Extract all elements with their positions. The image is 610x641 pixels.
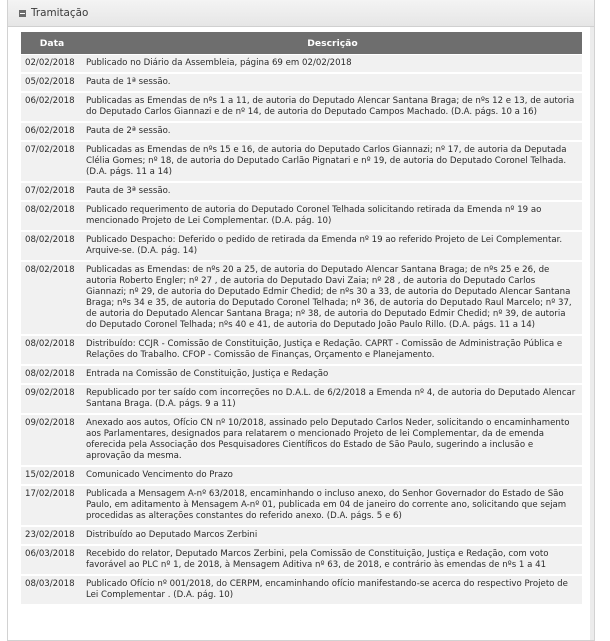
row-description: Comunicado Vencimento do Prazo xyxy=(83,467,582,485)
panel-title: Tramitação xyxy=(31,7,89,19)
table-row xyxy=(21,55,582,73)
row-description: Publicado Ofício nº 001/2018, do CERPM, encaminhando ofício manifestando-se acerca do respectivo Projeto de Lei Complementar . (D.A. pág. 10) xyxy=(83,576,582,605)
collapse-icon[interactable] xyxy=(19,10,26,17)
row-date: 15/02/2018 xyxy=(21,467,83,485)
table-row xyxy=(21,546,582,575)
row-description: Entrada na Comissão de Constituição, Justiça e Redação xyxy=(83,366,582,384)
row-description: Anexado aos autos, Ofício CN nº 10/2018, assinado pelo Deputado Carlos Neder, solicitando o encaminhamento aos Parlamentares, designados para relatarem o mencionado Projeto de lei Complementar, da de emenda oferecida pela Associação dos Pesquisadores Científicos do Estado de São Paulo, sugerindo a inclusão e aprovação da mesma. xyxy=(83,415,582,466)
row-date: 02/02/2018 xyxy=(21,55,83,73)
row-description: Publicadas as Emendas de nºs 15 e 16, de autoria do Deputado Carlos Giannazi; nº 17, de autoria da Deputada Clélia Gomes; nº 18, de autoria do Deputado Carlão Pignatari e nº 19, de autoria do Deputado Coronel Telhada. (D.A. págs. 11 a 14) xyxy=(83,142,582,182)
tramitacao-panel xyxy=(7,0,595,641)
table-row xyxy=(21,366,582,384)
scrollbar[interactable] xyxy=(590,27,594,640)
row-description: Republicado por ter saído com incorreções no D.A.L. de 6/2/2018 a Emenda nº 4, de autoria do Deputado Alencar Santana Braga. (D.A. págs. 9 a 11) xyxy=(83,385,582,414)
header-date: Data xyxy=(21,32,83,54)
table-row xyxy=(21,93,582,122)
row-date: 09/02/2018 xyxy=(21,415,83,466)
table-row xyxy=(21,415,582,466)
panel-header[interactable] xyxy=(8,0,594,27)
table-row xyxy=(21,262,582,335)
row-date: 06/02/2018 xyxy=(21,93,83,122)
row-date: 06/03/2018 xyxy=(21,546,83,575)
table-row xyxy=(21,336,582,365)
table-row xyxy=(21,527,582,545)
row-date: 08/02/2018 xyxy=(21,232,83,261)
row-description: Publicadas as Emendas: de nºs 20 a 25, de autoria do Deputado Alencar Santana Braga; de nºs 25 e 26, de autoria Roberto Engler; nº 27 , de autoria do Deputado Davi Zaia; nº 28 , de autoria do Deputado Carlos Giannazi; nº 29, de autoria do Deputado Edmir Chedid; de nºs 30 a 33, de autoria do Deputado Alencar Santana Braga; nºs 34 e 35, de autoria do Deputado Coronel Telhada; nº 36, de autoria do Deputado Raul Marcelo; nº 37, de autoria do Deputado Alencar Santana Braga; nº 38, de autoria do Deputado Edmir Chedid; nº 39, de autoria do Deputado Coronel Telhada; nºs 40 e 41, de autoria do Deputado João Paulo Rillo. (D.A. págs. 11 a 14) xyxy=(83,262,582,335)
table-row xyxy=(21,123,582,141)
row-date: 09/02/2018 xyxy=(21,385,83,414)
row-description: Distribuído: CCJR - Comissão de Constituição, Justiça e Redação. CAPRT - Comissão de Administração Pública e Relações do Trabalho. CFOP - Comissão de Finanças, Orçamento e Planejamento. xyxy=(83,336,582,365)
row-date: 07/02/2018 xyxy=(21,142,83,182)
row-description: Publicado Despacho: Deferido o pedido de retirada da Emenda nº 19 ao referido Projeto de Lei Complementar. Arquive-se. (D.A. pág. 14) xyxy=(83,232,582,261)
table-body xyxy=(21,55,582,605)
row-date: 06/02/2018 xyxy=(21,123,83,141)
table-row xyxy=(21,486,582,526)
tramitacao-table xyxy=(21,31,582,606)
row-description: Publicadas as Emendas de nºs 1 a 11, de autoria do Deputado Alencar Santana Braga; de nºs 12 e 13, de autoria do Deputado Carlos Giannazi e de nº 14, de autoria do Deputado Campos Machado. (D.A. págs. 10 a 16) xyxy=(83,93,582,122)
row-date: 08/02/2018 xyxy=(21,262,83,335)
row-date: 08/02/2018 xyxy=(21,336,83,365)
row-description: Recebido do relator, Deputado Marcos Zerbini, pela Comissão de Constituição, Justiça e Redação, com voto favorável ao PLC nº 1, de 2018, à Mensagem Aditiva nº 63, de 2018, e contrário às emendas de nºs 1 a 41 xyxy=(83,546,582,575)
row-description: Publicado no Diário da Assembleia, página 69 em 02/02/2018 xyxy=(83,55,582,73)
row-date: 17/02/2018 xyxy=(21,486,83,526)
table-header-row xyxy=(21,32,582,54)
row-date: 07/02/2018 xyxy=(21,183,83,201)
row-date: 23/02/2018 xyxy=(21,527,83,545)
row-description: Pauta de 1ª sessão. xyxy=(83,74,582,92)
table-row xyxy=(21,232,582,261)
table-row xyxy=(21,202,582,231)
table-row xyxy=(21,183,582,201)
table-row xyxy=(21,467,582,485)
row-date: 08/03/2018 xyxy=(21,576,83,605)
table-row xyxy=(21,385,582,414)
row-date: 08/02/2018 xyxy=(21,366,83,384)
row-description: Pauta de 3ª sessão. xyxy=(83,183,582,201)
table-row xyxy=(21,576,582,605)
row-date: 05/02/2018 xyxy=(21,74,83,92)
table-row xyxy=(21,74,582,92)
row-description: Pauta de 2ª sessão. xyxy=(83,123,582,141)
row-description: Publicado requerimento de autoria do Deputado Coronel Telhada solicitando retirada da Emenda nº 19 ao mencionado Projeto de Lei Complementar. (D.A. pág. 10) xyxy=(83,202,582,231)
header-description: Descrição xyxy=(83,32,582,54)
row-description: Publicada a Mensagem A-nº 63/2018, encaminhando o incluso anexo, do Senhor Governador do Estado de São Paulo, em aditamento à Mensagem A-nº 01, publicada em 04 de janeiro do corrente ano, solicitando que sejam procedidas as alterações constantes do referido anexo. (D.A. págs. 5 e 6) xyxy=(83,486,582,526)
table-row xyxy=(21,142,582,182)
row-description: Distribuído ao Deputado Marcos Zerbini xyxy=(83,527,582,545)
row-date: 08/02/2018 xyxy=(21,202,83,231)
